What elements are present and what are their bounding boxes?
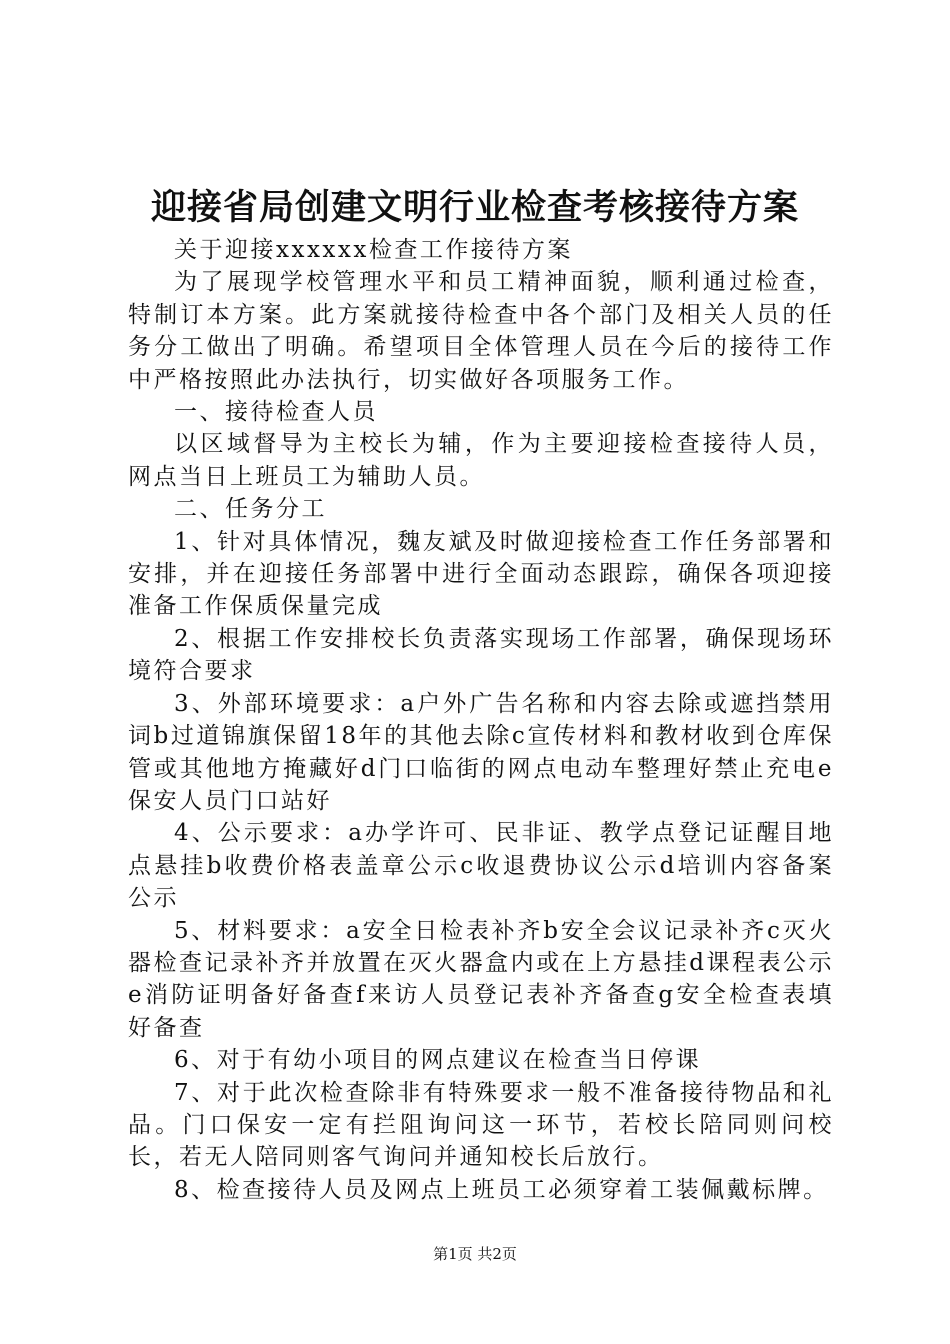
document-body — [128, 234, 834, 1206]
list-item: 1、针对具体情况，魏友斌及时做迎接检查工作任务部署和安排，并在迎接任务部署中进行全面动态跟踪，确保各项迎接准备工作保质保量完成 — [128, 528, 834, 620]
list-item: 5、材料要求：a安全日检表补齐b安全会议记录补齐c灭火器检查记录补齐并放置在灭火器盒内或在上方悬挂d课程表公示e消防证明备好备查f来访人员登记表补齐备查g安全检查表填好备查 — [128, 917, 834, 1041]
section-heading: 二、任务分工 — [174, 496, 327, 523]
list-item: 2、根据工作安排校长负责落实现场工作部署，确保现场环境符合要求 — [128, 625, 834, 685]
section-heading: 一、接待检查人员 — [174, 399, 378, 426]
list-item: 7、对于此次检查除非有特殊要求一般不准备接待物品和礼品。门口保安一定有拦阻询问这一环节，若校长陪同则问校长，若无人陪同则客气询问并通知校长后放行。 — [128, 1079, 834, 1171]
paragraph: 为了展现学校管理水平和员工精神面貌，顺利通过检查，特制订本方案。此方案就接待检查中各个部门及相关人员的任务分工做出了明确。希望项目全体管理人员在今后的接待工作中严格按照此办法执行，切实做好各项服务工作。 — [128, 269, 834, 393]
paragraph: 关于迎接xxxxxx检查工作接待方案 — [174, 237, 573, 263]
list-item: 6、对于有幼小项目的网点建议在检查当日停课 — [174, 1047, 702, 1074]
list-item: 4、公示要求：a办学许可、民非证、教学点登记证醒目地点悬挂b收费价格表盖章公示c收退费协议公示d培训内容备案公示 — [128, 820, 834, 912]
list-item: 8、检查接待人员及网点上班员工必须穿着工装佩戴标牌。 — [174, 1176, 829, 1203]
paragraph: 以区域督导为主校长为辅，作为主要迎接检查接待人员，网点当日上班员工为辅助人员。 — [128, 431, 834, 490]
document-title: 迎接省局创建文明行业检查考核接待方案 — [150, 188, 799, 228]
list-item: 3、外部环境要求：a户外广告名称和内容去除或遮挡禁用词b过道锦旗保留18年的其他去除c宣传材料和教材收到仓库保管或其他地方掩藏好d门口临街的网点电动车整理好禁止充电e保安人员门口站好 — [128, 690, 834, 814]
page-footer: 第1页 共2页 — [433, 1245, 517, 1263]
